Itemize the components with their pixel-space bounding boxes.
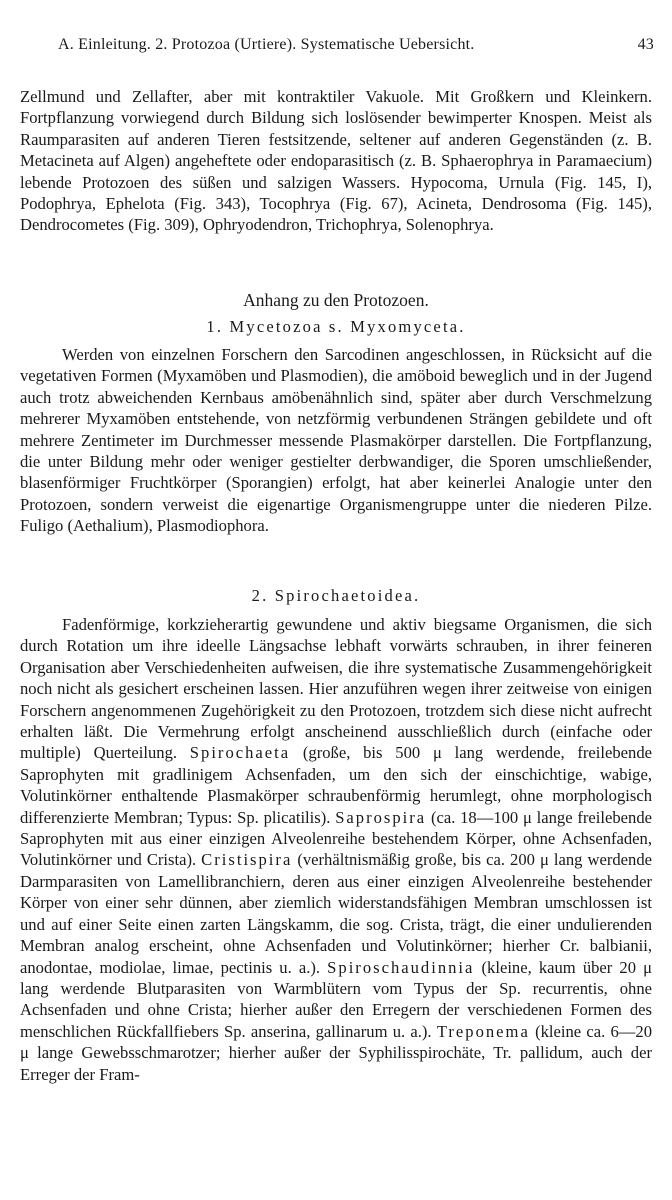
section-heading-mycetozoa: 1. Mycetozoa s. Myxomyceta. xyxy=(206,317,466,336)
genus-text-spiroschaudinnia: (kleine, kaum über 20 μ lang werdende Blutparasiten von Warmblütern vom Typus der Sp. recurrentis, ohne Achsenfaden und ohne Crista; hierher außer den Erregern der verschiedenen Formen des menschlichen Rückfallfiebers Sp. anserina, gallinarum u. a.). xyxy=(20,957,653,1041)
page-number: 43 xyxy=(637,36,654,53)
genus-text-saprospira: (ca. 18—100 μ lange freilebende Saprophyten mit aus einer einzigen Alveolenreihe bestehendem Körper, ohne Achsenfaden, Volutinkörner und Crista). xyxy=(20,807,652,870)
paragraph-suctoria-continued: Zellmund und Zellafter, aber mit kontraktiler Vakuole. Mit Großkern und Kleinkern. Fortpflanzung vorwiegend durch Bildung sich loslösender bewimperter Knospen. Meist als Raumparasiten auf anderen Tieren festsitzende, seltener auf anderen Gegenständen (z. B. Metacineta auf Algen) angeheftete oder endoparasitisch (z. B. Sphaerophrya in Paramaecium) lebende Protozoen des süßen und salzigen Wassers. Hypocoma, Urnula (Fig. 145, I), Podophrya, Ephelota (Fig. 343), Tocophrya (Fig. 67), Acineta, Dendrosoma (Fig. 145), Dendrocometes (Fig. 309), Ophryodendron, Trichophrya, Solenophrya. xyxy=(20,87,652,235)
running-header xyxy=(58,36,654,54)
running-title: A. Einleitung. 2. Protozoa (Urtiere). Systematische Uebersicht. xyxy=(58,36,475,53)
appendix-heading: Anhang zu den Protozoen. xyxy=(243,290,429,310)
paragraph-mycetozoa: Werden von einzelnen Forschern den Sarcodinen angeschlossen, in Rücksicht auf die vegetativen Formen (Myxamöben und Plasmodien), die amöboid beweglich und in der Jugend auch trotz abweichenden Kernbaus amöbenähnlich sind, später aber durch Verschmelzung mehrerer Myxamöben entstehende, von netzförmig verbundenen Strängen gebildete und oft mehrere Zentimeter im Durchmesser messende Plasmakörper darstellen. Die Fortpflanzung, die unter Bildung mehr oder weniger gestielter derbwandiger, die Sporen umschließender, blasenförmiger Fruchtkörper (Sporangien) erfolgt, hat aber keinerlei Analogie unter den Protozoen, sondern verweist die eigenartige Organismengruppe unter die niederen Pilze. Fuligo (Aethalium), Plasmodiophora. xyxy=(20,345,652,536)
genus-name-spiroschaudinnia: Spiroschaudinnia xyxy=(327,957,475,977)
genus-name-cristispira: Cristispira xyxy=(201,850,293,870)
section-heading-spirochaetoidea: 2. Spirochaetoidea. xyxy=(251,586,421,605)
genus-text-treponema: (kleine ca. 6—20 μ lange Gewebsschmarotzer; hierher außer der Syphilisspirochäte, Tr. pallidum, auch der Erreger der Fram- xyxy=(20,1021,652,1084)
genus-name-treponema: Treponema xyxy=(436,1021,530,1041)
genus-text-spirochaeta: (große, bis 500 μ lang werdende, freilebende Saprophyten mit gradlinigem Achsenfaden, um den sich der einschichtige, wabige, Volutinkörner enthaltende Plasmakörper schraubenförmig herumlegt, ohne morphologisch differenzierte Membran; Typus: Sp. plicatilis). xyxy=(20,743,652,827)
paragraph-spirochaetoidea xyxy=(20,614,652,1085)
genus-text-cristispira: (verhältnismäßig große, bis ca. 200 μ lang werdende Darmparasiten von Lamellibranchiern, deren aus einer einzigen Alveolenreihe bestehender Körper von einer sehr dünnen, aber ziemlich widerstandsfähigen Membran umschlossen ist und auf einer Seite einen zarten Längskamm, die sog. Crista, trägt, die einer undulierenden Membran analog erscheint, ohne Achsenfaden und Volutinkörner; hierher Cr. balbianii, anodontae, modiolae, limae, pectinis u. a.). xyxy=(20,850,652,977)
spirochaetoidea-intro: Fadenförmige, korkzieherartig gewundene und aktiv biegsame Organismen, die sich durch Rotation um ihre ideelle Längsachse lebhaft vorwärts schrauben, in ihrer feineren Organisation aber Verschiedenheiten aufweisen, die ihre systematische Zusammengehörigkeit noch nicht als gesichert erscheinen lassen. Hier anzuführen wegen ihrer zeitweise von einigen Forschern angenommenen Zugehörigkeit zu den Protozoen, trotzdem sich diese nicht aufrecht erhalten läßt. Die Vermehrung erfolgt anscheinend ausschließlich durch (einfache oder multiple) Querteilung. xyxy=(20,615,652,763)
genus-name-spirochaeta: Spirochaeta xyxy=(189,743,291,763)
genus-name-saprospira: Saprospira xyxy=(335,807,427,827)
